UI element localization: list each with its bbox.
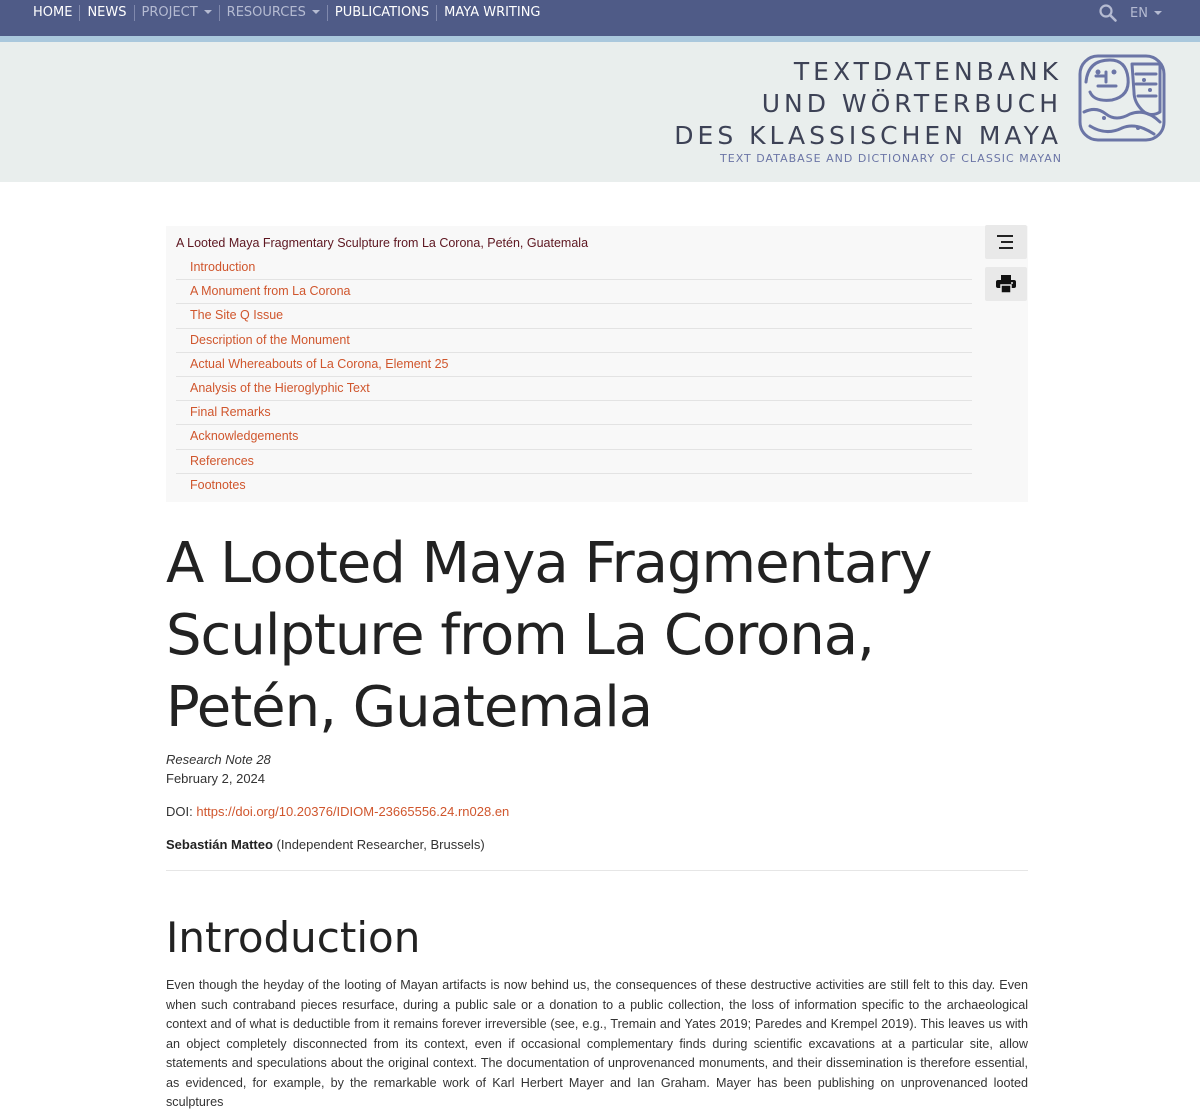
publication-date: February 2, 2024 (166, 771, 266, 786)
toc-link[interactable]: Footnotes (190, 477, 246, 492)
print-button[interactable] (985, 267, 1027, 301)
chevron-down-icon (1154, 11, 1162, 15)
nav-item-project[interactable] (134, 5, 219, 21)
chevron-down-icon (204, 10, 212, 14)
table-of-contents (166, 226, 1028, 502)
nav-item-label: RESOURCES (226, 5, 306, 20)
section-heading-introduction: Introduction (166, 913, 421, 962)
site-title-line: UND WÖRTERBUCH (761, 89, 1062, 118)
nav-right-tools (1098, 0, 1162, 26)
toc-link[interactable]: Description of the Monument (176, 329, 972, 353)
toc-link[interactable]: References (176, 450, 972, 474)
toc-title[interactable]: A Looted Maya Fragmentary Sculpture from La Corona, Petén, Guatemala (176, 236, 589, 250)
divider (166, 870, 1028, 871)
nav-item-label: HOME (33, 5, 73, 20)
maya-glyph-logo[interactable] (1076, 52, 1168, 144)
doi-label: DOI: (166, 804, 197, 819)
author-affiliation: (Independent Researcher, Brussels) (272, 837, 485, 852)
nav-item-publications[interactable] (327, 5, 436, 21)
nav-item-label: NEWS (87, 5, 127, 20)
nav-item-label: PUBLICATIONS (334, 5, 430, 20)
research-note-label (166, 752, 271, 767)
toc-link[interactable]: Acknowledgements (176, 425, 972, 449)
main-menu (26, 0, 548, 26)
nav-item-news[interactable] (79, 5, 133, 21)
search-icon[interactable] (1098, 3, 1118, 23)
toc-link[interactable]: The Site Q Issue (176, 304, 972, 328)
series-label: Research Note 28 (166, 752, 271, 767)
toc-list (176, 256, 972, 497)
toc-link[interactable]: Actual Whereabouts of La Corona, Element 25 (176, 353, 972, 377)
chevron-down-icon (312, 10, 320, 14)
author-name: Sebastián Matteo (166, 837, 273, 852)
site-title[interactable] (674, 56, 1062, 152)
site-banner (0, 42, 1200, 182)
toc-toggle-button[interactable] (985, 225, 1027, 259)
site-title-line: TEXTDATENBANK (793, 57, 1062, 86)
site-subtitle: TEXT DATABASE AND DICTIONARY OF CLASSIC MAYAN (720, 152, 1062, 165)
top-navbar (0, 0, 1200, 36)
nav-item-maya-writing[interactable] (436, 5, 547, 21)
article-title: A Looted Maya Fragmentary Sculpture from La Corona, Petén, Guatemala (166, 531, 932, 740)
nav-item-home[interactable] (26, 5, 79, 21)
author-line (166, 837, 485, 852)
language-dropdown[interactable] (1130, 6, 1162, 21)
language-label: EN (1130, 5, 1148, 21)
doi-link[interactable]: https://doi.org/10.20376/IDIOM-23665556.24.rn028.en (196, 804, 510, 819)
nav-item-resources[interactable] (219, 5, 327, 21)
toc-link[interactable]: Introduction (176, 256, 972, 280)
toc-link[interactable]: Analysis of the Hieroglyphic Text (176, 377, 972, 401)
doi-line (166, 804, 509, 819)
print-icon (996, 275, 1016, 293)
nav-item-label: MAYA WRITING (444, 5, 541, 20)
introduction-paragraph: Even though the heyday of the looting of Mayan artifacts is now behind us, the consequences of these destructive activities are still felt to this day. Even when such contraband pieces resurface, during a public sale or a donation to a public collection, the loss of information specific to the archaeological context and of what is deductible from it remains forever irreversible (see, e.g., Tremain and Yates 2019; Paredes and Krempel 2019). This leaves us with an object completely disconnected from its context, even if occasional complementary finds during scientific excavations at a particular site, allow statements and speculations about the original context. The documentation of unprovenanced monuments, and their dissemination is therefore essential, as evidenced, for example, by the remarkable work of Karl Herbert Mayer and Ian Graham. Mayer has been publishing on unprovenanced looted sculptures (166, 978, 1028, 1109)
site-title-line: DES KLASSISCHEN MAYA (674, 121, 1062, 150)
nav-item-label: PROJECT (141, 5, 198, 20)
toc-link[interactable]: A Monument from La Corona (176, 280, 972, 304)
toc-link[interactable]: Final Remarks (176, 401, 972, 425)
toc-list-icon (997, 235, 1015, 249)
